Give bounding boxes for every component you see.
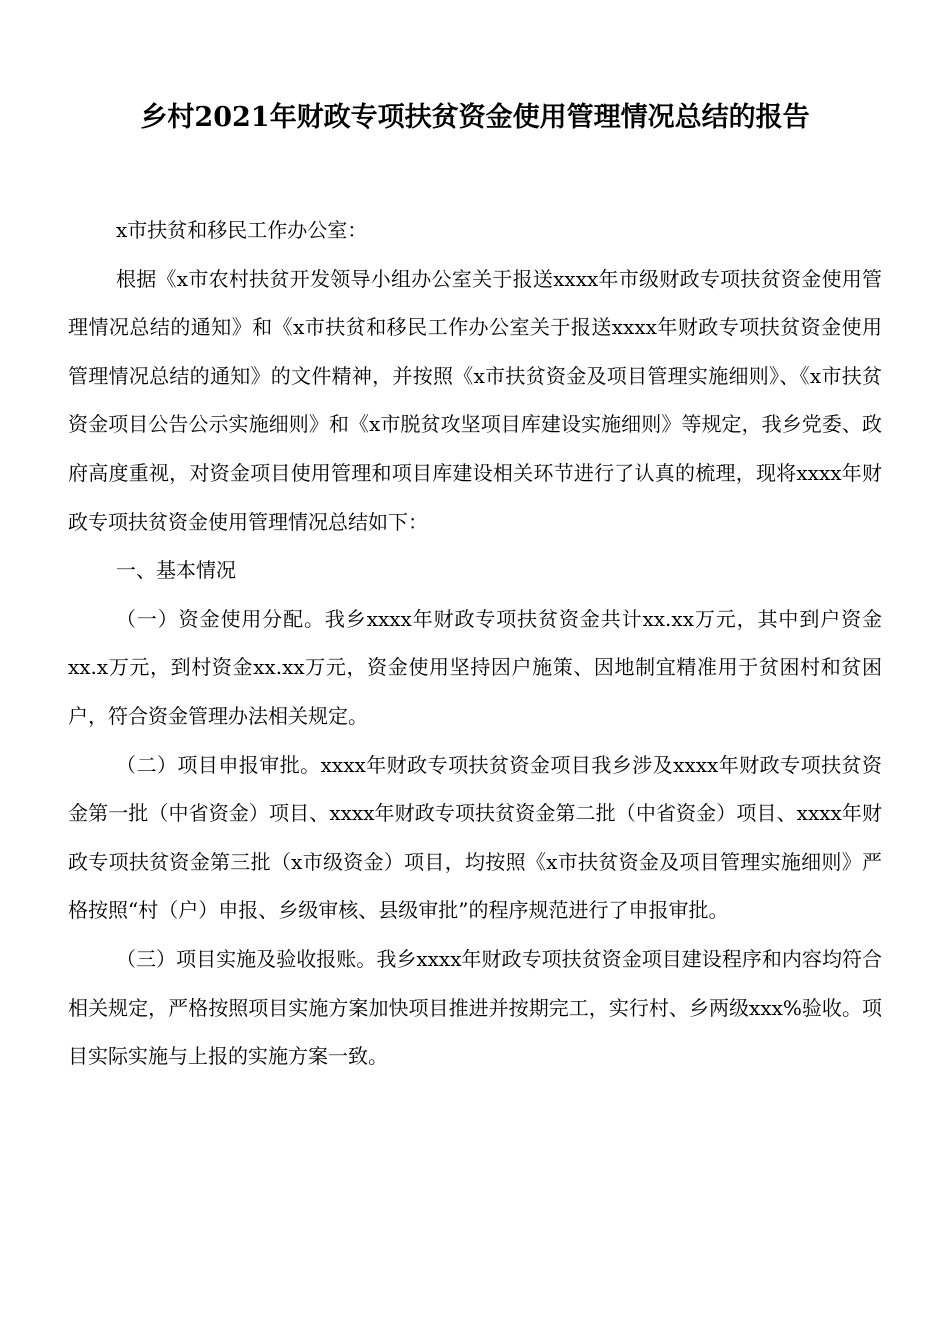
paragraph-project-implementation: （三）项目实施及验收报账。我乡xxxx年财政专项扶贫资金项目建设程序和内容均符合相关规定，严格按照项目实施方案加快项目推进并按期完工，实行村、乡两级xxx%验收。项目实际实施与上报的实施方案一致。	[68, 946, 882, 1069]
section-heading-basic-situation: 一、基本情况	[116, 558, 236, 583]
salutation: x市扶贫和移民工作办公室：	[116, 218, 368, 242]
document-title: 乡村2021年财政专项扶贫资金使用管理情况总结的报告	[140, 102, 810, 133]
paragraph-fund-allocation: （一）资金使用分配。我乡xxxx年财政专项扶贫资金共计xx.xx万元，其中到户资金xx.x万元，到村资金xx.xx万元，资金使用坚持因户施策、因地制宜精准用于贫困村和贫困户，符合资金管理办法相关规定。	[68, 606, 882, 728]
document-body	[68, 206, 882, 1081]
paragraph-project-approval: （二）项目申报审批。xxxx年财政专项扶贫资金项目我乡涉及xxxx年财政专项扶贫资金第一批（中省资金）项目、xxxx年财政专项扶贫资金第二批（中省资金）项目、xxxx年财政专项扶贫资金第三批（x市级资金）项目，均按照《x市扶贫资金及项目管理实施细则》严格按照“村（户）申报、乡级审核、县级审批”的程序规范进行了申报审批。	[68, 752, 882, 923]
paragraph-intro: 根据《x市农村扶贫开发领导小组办公室关于报送xxxx年市级财政专项扶贫资金使用管理情况总结的通知》和《x市扶贫和移民工作办公室关于报送xxxx年财政专项扶贫资金使用管理情况总结的通知》的文件精神，并按照《x市扶贫资金及项目管理实施细则》、《x市扶贫资金项目公告公示实施细则》和《x市脱贫攻坚项目库建设实施细则》等规定，我乡党委、政府高度重视，对资金项目使用管理和项目库建设相关环节进行了认真的梳理，现将xxxx年财政专项扶贫资金使用管理情况总结如下：	[68, 266, 882, 534]
